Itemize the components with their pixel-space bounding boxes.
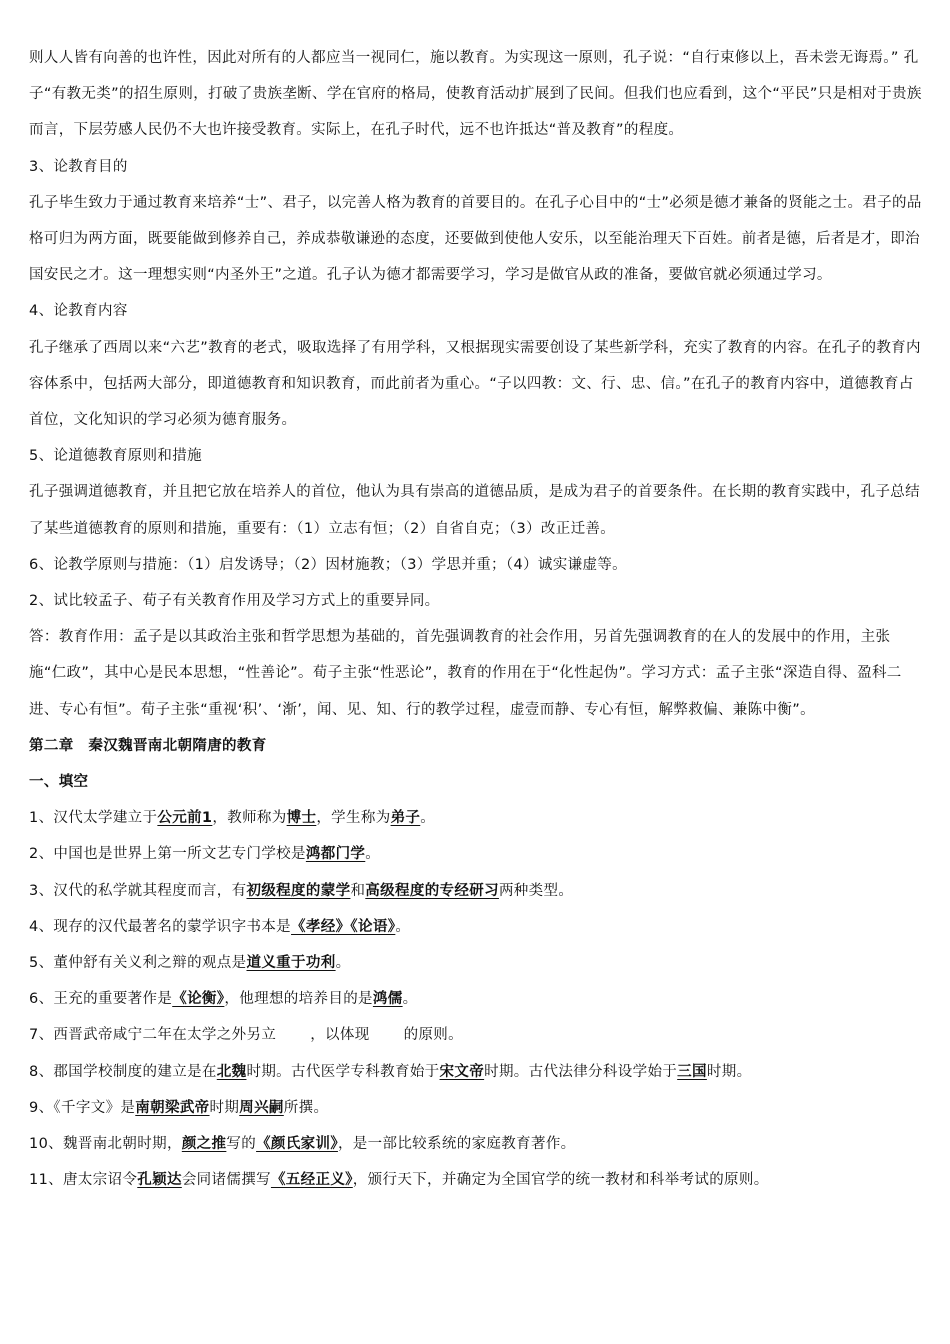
fill-item-9: 9、《千字文》是南朝梁武帝时期周兴嗣所撰。 [29, 1099, 329, 1116]
answer-blank: 公元前1 [157, 810, 213, 827]
answer-blank: 《论衡》 [172, 991, 225, 1008]
fill-item-10: 10、魏晋南北朝时期，颜之推写的《颜氏家训》，是一部比较系统的家庭教育著作。 [29, 1136, 576, 1153]
answer-blank: 颜之推 [181, 1136, 227, 1153]
answer-blank: 初级程度的蒙学 [246, 882, 351, 899]
fill-item-11: 11、唐太宗诏令孔颖达会同诸儒撰写《五经正义》，颁行天下，并确定为全国官学的统一教材和科举考试的原则。 [29, 1172, 769, 1189]
section-title-fill-in: 一、填空 [29, 774, 89, 791]
paragraph-moral-education: 孔子强调道德教育，并且把它放在培养人的首位，他认为具有崇高的道德品质，是成为君子的首要条件。在长期的教育实践中，孔子总结了某些道德教育的原则和措施，重要有：（1）立志有恒；（2）自省自克；（3）改正迁善。 [29, 484, 920, 537]
heading-teaching-principles: 6、论教学原则与措施：（1）启发诱导；（2）因材施教；（3）学思并重；（4）诚实谦虚等。 [29, 556, 628, 573]
answer-blank: 南朝梁武帝 [135, 1099, 210, 1116]
question-2: 2、试比较孟子、荀子有关教育作用及学习方式上的重要异同。 [29, 593, 440, 610]
answer-blank: 弟子 [390, 810, 421, 827]
fill-item-5: 5、董仲舒有关义利之辩的观点是道义重于功利。 [29, 955, 351, 972]
answer-blank: 博士 [286, 810, 317, 827]
answer-blank: 孔颖达 [137, 1172, 182, 1189]
answer-blank: 鸿儒 [372, 991, 403, 1008]
answer-blank: 周兴嗣 [239, 1099, 284, 1116]
heading-education-purpose: 3、论教育目的 [29, 158, 128, 175]
document-page [29, 40, 923, 1199]
heading-moral-education: 5、论道德教育原则和措施 [29, 448, 202, 465]
fill-item-8: 8、郡国学校制度的建立是在北魏时期。古代医学专科教育始于宋文帝时期。古代法律分科设学始于三国时期。 [29, 1063, 752, 1080]
answer-blank: 《颜氏家训》 [256, 1136, 338, 1153]
answer-blank: 宋文帝 [439, 1063, 485, 1080]
answer-blank: 高级程度的专经研习 [365, 882, 499, 899]
answer-blank: 道义重于功利 [246, 955, 336, 972]
fill-item-1: 1、汉代太学建立于公元前1，教师称为博士，学生称为弟子。 [29, 810, 436, 827]
fill-item-4: 4、现存的汉代最著名的蒙学识字书本是《孝经》《论语》。 [29, 918, 411, 935]
fill-item-2: 2、中国也是世界上第一所文艺专门学校是鸿都门学。 [29, 846, 381, 863]
answer-2: 答：教育作用：孟子是以其政治主张和哲学思想为基础的，首先强调教育的社会作用，另首先强调教育的在人的发展中的作用，主张施“仁政”，其中心是民本思想，“性善论”。荀子主张“性恶论”，教育的作用在于“化性起伪”。学习方式：孟子主张“深造自得、盈科二进、专心有恒”。荀子主张“重视‘积’、‘渐’，闻、见、知、行的教学过程，虚壹而静、专心有恒，解弊救偏、兼陈中衡”。 [29, 629, 902, 718]
fill-item-3: 3、汉代的私学就其程度而言，有初级程度的蒙学和高级程度的专经研习两种类型。 [29, 882, 574, 899]
answer-blank: 《孝经》《论语》 [291, 918, 396, 935]
answer-blank: 北魏 [216, 1063, 247, 1080]
heading-education-content: 4、论教育内容 [29, 303, 128, 320]
paragraph-education-content: 孔子继承了西周以来“六艺”教育的老式，吸取选择了有用学科，又根据现实需要创设了某些新学科，充实了教育的内容。在孔子的教育内容体系中，包括两大部分，即道德教育和知识教育，而此前者为重心。“子以四教：文、行、忠、信。”在孔子的教育内容中，道德教育占首位，文化知识的学习必须为德育服务。 [29, 339, 921, 429]
answer-blank: 三国 [677, 1063, 707, 1080]
fill-item-7: 7、西晋武帝咸宁二年在太学之外另立 ，以体现 的原则。 [29, 1027, 463, 1044]
fill-item-6: 6、王充的重要著作是《论衡》，他理想的培养目的是鸿儒。 [29, 991, 418, 1008]
answer-blank: 《五经正义》 [270, 1172, 353, 1189]
answer-blank: 鸿都门学 [305, 846, 366, 863]
chapter-title: 第二章 秦汉魏晋南北朝隋唐的教育 [29, 737, 267, 754]
paragraph-intro: 则人人皆有向善的也许性，因此对所有的人都应当一视同仁，施以教育。为实现这一原则，孔子说：“自行束修以上，吾未尝无诲焉。” 孔子“有教无类”的招生原则，打破了贵族垄断、学在官府的格局，使教育活动扩展到了民间。但我们也应看到，这个“平民”只是相对于贵族而言，下层劳感人民仍不大也许接受教育。实际上，在孔子时代，远不也许抵达“普及教育”的程度。 [29, 50, 922, 139]
paragraph-education-purpose: 孔子毕生致力于通过教育来培养“士”、君子，以完善人格为教育的首要目的。在孔子心目中的“士”必须是德才兼备的贤能之士。君子的品格可归为两方面，既要能做到修养自己，养成恭敬谦逊的态度，还要做到使他人安乐，以至能治理天下百姓。前者是德，后者是才，即治国安民之才。这一理想实则“内圣外王”之道。孔子认为德才都需要学习，学习是做官从政的准备，要做官就必须通过学习。 [29, 194, 922, 284]
